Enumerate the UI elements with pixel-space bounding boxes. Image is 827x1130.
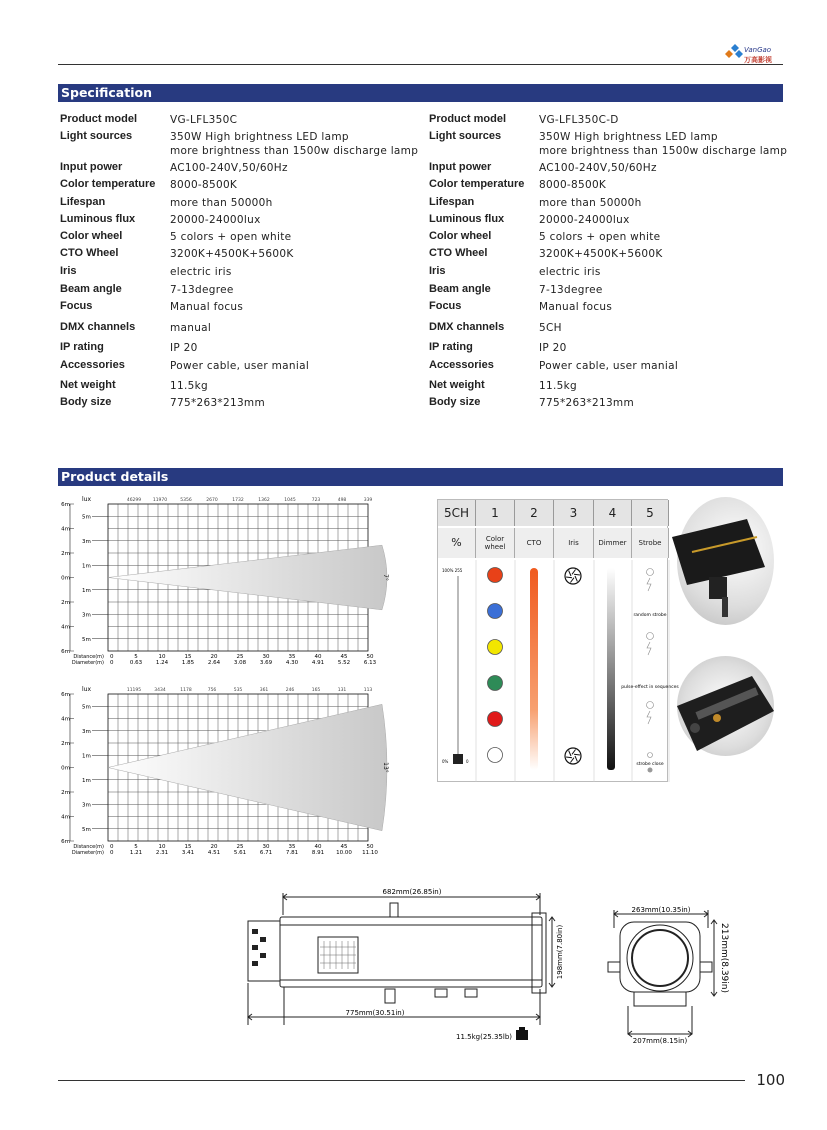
spec-label: Color wheel xyxy=(60,230,123,242)
strobe-close-icon xyxy=(648,753,653,758)
spec-label: CTO Wheel xyxy=(60,247,119,259)
beam-shape xyxy=(108,704,387,830)
dim-total-length: 775mm(30.51in) xyxy=(345,1009,405,1017)
y-inner-label: 1m xyxy=(82,777,91,784)
spec-label: Accessories xyxy=(429,359,494,371)
distance-value: 45 xyxy=(340,654,348,660)
weight-icon xyxy=(516,1027,528,1040)
distance-value: 35 xyxy=(288,844,296,850)
y-tick-label: 6m xyxy=(61,502,70,508)
footer-rule xyxy=(58,1080,745,1081)
dim-top-width: 682mm(26.85in) xyxy=(382,888,442,896)
color-wheel-dot xyxy=(488,604,503,619)
spec-value: VG-LFL350C-D xyxy=(539,114,619,126)
brand-name-cn: 万高影视 xyxy=(744,56,772,64)
strobe-label: strobe close xyxy=(636,762,664,767)
spec-label: Product model xyxy=(60,113,138,125)
y-inner-label: 3m xyxy=(82,612,91,619)
logo-mark-icon xyxy=(725,44,743,58)
spec-label: Focus xyxy=(60,300,93,312)
lux-unit: lux xyxy=(82,496,92,503)
diameter-value: 5.52 xyxy=(337,660,351,666)
y-inner-label: 5m xyxy=(82,704,91,711)
distance-value: 20 xyxy=(210,844,218,850)
spec-value: 3200K+4500K+5600K xyxy=(170,248,294,260)
dim-side-height: 198mm(7.80in) xyxy=(556,924,564,980)
spec-label: Product model xyxy=(429,113,507,125)
distance-value: 0 xyxy=(110,654,114,660)
spec-label: Color wheel xyxy=(429,230,492,242)
lux-value: 3434 xyxy=(154,688,166,693)
cto-gradient-bar xyxy=(530,568,538,770)
distance-value: 5 xyxy=(134,654,138,660)
dmx-channel-function: Dimmer xyxy=(594,528,632,558)
spec-value: Power cable, user manial xyxy=(539,360,679,372)
diameter-value: 5.61 xyxy=(233,850,247,856)
lux-value: 165 xyxy=(311,688,321,693)
spec-value-line2: more brightness than 1500w discharge lamp xyxy=(539,145,788,157)
spec-value: 3200K+4500K+5600K xyxy=(539,248,663,260)
diameter-value: 0 xyxy=(110,850,114,856)
diameter-value: 2.31 xyxy=(155,850,169,856)
spec-label: Iris xyxy=(60,265,77,277)
product-photo-closeup xyxy=(677,497,774,625)
scale-bottom-value: 0 xyxy=(466,759,469,764)
strobe-flash-icon xyxy=(647,711,651,724)
brand-logo xyxy=(725,40,785,66)
dim-weight: 11.5kg(25.35lb) xyxy=(456,1033,512,1041)
spec-label: Net weight xyxy=(429,379,485,391)
spec-value: AC100-240V,50/60Hz xyxy=(170,162,288,174)
diameter-value: 2.64 xyxy=(207,660,221,666)
spec-label: Iris xyxy=(429,265,446,277)
distance-value: 40 xyxy=(314,844,322,850)
distance-value: 30 xyxy=(262,654,270,660)
lux-value: 1732 xyxy=(232,498,244,503)
color-wheel-dot xyxy=(488,748,503,763)
diameter-value: 11.10 xyxy=(362,850,378,856)
diameter-value: 3.41 xyxy=(181,850,195,856)
y-inner-label: 3m xyxy=(82,802,91,809)
product-photo-detail xyxy=(677,656,774,756)
diameter-value: 3.69 xyxy=(259,660,273,666)
beam-chart-7deg xyxy=(58,495,389,667)
section-title-specification: Specification xyxy=(58,84,783,102)
y-tick-label: 6m xyxy=(61,692,70,698)
spec-value: manual xyxy=(170,322,212,334)
spec-value: VG-LFL350C xyxy=(170,114,238,126)
spec-value: electric iris xyxy=(170,266,232,278)
strobe-label: random strobe xyxy=(633,613,667,618)
front-dimension-drawing xyxy=(600,900,735,1050)
distance-value: 20 xyxy=(210,654,218,660)
distance-value: 0 xyxy=(110,844,114,850)
y-tick-label: 0m xyxy=(61,765,70,772)
strobe-bulb-icon xyxy=(647,633,654,640)
spec-value: 775*263*213mm xyxy=(539,397,634,409)
dmx-channel-function: Strobe xyxy=(632,528,669,558)
spec-value: IP 20 xyxy=(170,342,198,354)
strobe-flash-icon xyxy=(647,578,651,591)
spec-value: 350W High brightness LED lamp xyxy=(539,131,718,143)
lux-value: 498 xyxy=(337,498,347,503)
section-title-product-details: Product details xyxy=(58,468,783,486)
lux-value: 723 xyxy=(311,498,321,503)
distance-value: 10 xyxy=(158,654,166,660)
y-inner-label: 5m xyxy=(82,636,91,643)
spec-label: Beam angle xyxy=(429,283,491,295)
y-inner-label: 5m xyxy=(82,826,91,833)
spec-value: 5CH xyxy=(539,322,562,334)
spec-label: DMX channels xyxy=(429,321,505,333)
spec-label: Net weight xyxy=(60,379,116,391)
spec-label: Lifespan xyxy=(429,196,475,208)
spec-value: Manual focus xyxy=(539,301,613,313)
y-tick-label: 4m xyxy=(61,526,70,533)
lux-value: 113 xyxy=(363,688,373,693)
distance-value: 40 xyxy=(314,654,322,660)
spec-value: IP 20 xyxy=(539,342,567,354)
lux-value: 131 xyxy=(337,688,347,693)
dmx-channel-head: 2 xyxy=(515,500,554,526)
dmx-channel-function: Color wheel xyxy=(476,528,515,558)
spec-value: 8000-8500K xyxy=(539,179,607,191)
side-dimension-drawing xyxy=(240,885,570,1045)
y-inner-label: 5m xyxy=(82,514,91,521)
y-tick-label: 0m xyxy=(61,575,70,582)
dmx-channel-chart xyxy=(437,499,679,782)
lux-value: 11970 xyxy=(152,498,168,503)
distance-value: 45 xyxy=(340,844,348,850)
spec-label: Lifespan xyxy=(60,196,106,208)
lux-value: 246 xyxy=(285,688,295,693)
spec-label: Beam angle xyxy=(60,283,122,295)
dmx-channel-function: % xyxy=(438,528,476,558)
spec-value: more than 50000h xyxy=(170,197,273,209)
spec-value: 5 colors + open white xyxy=(539,231,661,243)
strobe-flash-icon xyxy=(647,642,651,655)
lux-value: 339 xyxy=(363,498,373,503)
spec-value: more than 50000h xyxy=(539,197,642,209)
distance-value: 15 xyxy=(184,654,192,660)
spec-label: Input power xyxy=(429,161,492,173)
strobe-bulb-icon xyxy=(647,569,654,576)
spec-label: Body size xyxy=(60,396,112,408)
spec-value: 20000-24000lux xyxy=(539,214,630,226)
spec-label: Input power xyxy=(60,161,123,173)
y-tick-label: 4m xyxy=(61,716,70,723)
diameter-value: 8.91 xyxy=(311,850,325,856)
spec-label: Luminous flux xyxy=(429,213,505,225)
beam-angle-label: 13° xyxy=(382,762,389,773)
beam-angle-label: 7° xyxy=(382,574,389,581)
color-wheel-dot xyxy=(488,640,503,655)
dim-front-width: 263mm(10.35in) xyxy=(631,906,691,914)
diameter-value: 1.85 xyxy=(181,660,195,666)
y-inner-label: 3m xyxy=(82,538,91,545)
brand-name: VanGao xyxy=(744,46,772,54)
lux-value: 1178 xyxy=(180,688,192,693)
color-wheel-dot xyxy=(488,568,503,583)
lux-value: 46299 xyxy=(126,498,142,503)
diameter-value: 4.91 xyxy=(311,660,325,666)
scale-top-label: 100% 255 xyxy=(442,568,463,573)
diameter-value: 3.08 xyxy=(233,660,247,666)
spec-value: 11.5kg xyxy=(170,380,208,392)
spec-value-line2: more brightness than 1500w discharge lamp xyxy=(170,145,419,157)
iris-blade xyxy=(566,757,572,758)
color-wheel-dot xyxy=(488,712,503,727)
y-tick-label: 2m xyxy=(61,790,70,796)
y-inner-label: 3m xyxy=(82,728,91,735)
y-tick-label: 4m xyxy=(61,624,70,631)
spec-label: Body size xyxy=(429,396,481,408)
y-inner-label: 1m xyxy=(82,587,91,594)
diameter-value: 4.30 xyxy=(285,660,299,666)
spec-value: 7-13degree xyxy=(170,284,234,296)
iris-icon xyxy=(565,568,581,584)
lux-value: 1045 xyxy=(284,498,296,503)
spec-label: Accessories xyxy=(60,359,125,371)
strobe-label: pulse-effect in sequences xyxy=(621,685,679,690)
page-number: 100 xyxy=(756,1071,785,1089)
spec-label: Light sources xyxy=(60,130,133,142)
diameter-value: 6.13 xyxy=(363,660,377,666)
spec-label: CTO Wheel xyxy=(429,247,488,259)
iris-blade xyxy=(574,754,580,755)
distance-value: 30 xyxy=(262,844,270,850)
lux-value: 535 xyxy=(233,688,243,693)
dmx-channel-head: 1 xyxy=(476,500,515,526)
y-tick-label: 2m xyxy=(61,741,70,747)
diameter-label: Diameter(m) xyxy=(71,850,104,856)
distance-value: 50 xyxy=(366,654,374,660)
diameter-value: 0 xyxy=(110,660,114,666)
lux-value: 1362 xyxy=(258,498,270,503)
y-tick-label: 6m xyxy=(61,839,70,845)
y-tick-label: 2m xyxy=(61,551,70,557)
strobe-close-dot xyxy=(648,768,653,773)
diameter-value: 1.24 xyxy=(155,660,169,666)
spec-label: Color temperature xyxy=(429,178,525,190)
diameter-label: Diameter(m) xyxy=(71,660,104,666)
spec-value: 11.5kg xyxy=(539,380,577,392)
lux-value: 5356 xyxy=(180,498,192,503)
diameter-value: 7.81 xyxy=(285,850,299,856)
distance-value: 5 xyxy=(134,844,138,850)
lux-value: 2670 xyxy=(206,498,218,503)
spec-label: Color temperature xyxy=(60,178,156,190)
y-inner-label: 1m xyxy=(82,563,91,570)
spec-label: IP rating xyxy=(429,341,473,353)
y-tick-label: 6m xyxy=(61,649,70,655)
spec-value: 5 colors + open white xyxy=(170,231,292,243)
dmx-channel-head: 5CH xyxy=(438,500,476,526)
iris-blade xyxy=(566,577,572,578)
strobe-bulb-icon xyxy=(647,702,654,709)
dmx-channel-function: Iris xyxy=(554,528,594,558)
spec-label: Luminous flux xyxy=(60,213,136,225)
spec-value: 8000-8500K xyxy=(170,179,238,191)
distance-value: 10 xyxy=(158,844,166,850)
distance-value: 25 xyxy=(236,654,244,660)
y-tick-label: 4m xyxy=(61,814,70,821)
spec-value: 350W High brightness LED lamp xyxy=(170,131,349,143)
spec-value: AC100-240V,50/60Hz xyxy=(539,162,657,174)
dmx-channel-head: 3 xyxy=(554,500,594,526)
lux-value: 756 xyxy=(207,688,217,693)
y-tick-label: 2m xyxy=(61,600,70,606)
dmx-channel-head: 4 xyxy=(594,500,632,526)
spec-value: electric iris xyxy=(539,266,601,278)
distance-value: 15 xyxy=(184,844,192,850)
lux-value: 11195 xyxy=(126,688,142,693)
spec-label: Focus xyxy=(429,300,462,312)
lux-unit: lux xyxy=(82,686,92,693)
scale-bottom-label: 0% xyxy=(442,759,449,764)
diameter-value: 4.51 xyxy=(207,850,221,856)
spec-value: 775*263*213mm xyxy=(170,397,265,409)
distance-label: Distance(m) xyxy=(73,654,104,660)
iris-icon xyxy=(565,748,581,764)
spec-label: IP rating xyxy=(60,341,104,353)
distance-value: 50 xyxy=(366,844,374,850)
spec-value: 20000-24000lux xyxy=(170,214,261,226)
dimmer-gradient-bar xyxy=(607,568,615,770)
diameter-value: 10.00 xyxy=(336,850,352,856)
dmx-channel-function: CTO xyxy=(515,528,554,558)
scale-fader-icon xyxy=(453,754,463,764)
lux-value: 361 xyxy=(259,688,269,693)
spec-value: Power cable, user manial xyxy=(170,360,310,372)
dim-front-height: 213mm(8.39in) xyxy=(719,923,729,993)
y-inner-label: 1m xyxy=(82,753,91,760)
distance-value: 35 xyxy=(288,654,296,660)
diameter-value: 1.21 xyxy=(129,850,143,856)
spec-label: Light sources xyxy=(429,130,502,142)
iris-blade xyxy=(574,574,580,575)
beam-shape xyxy=(108,545,387,610)
dmx-channel-head: 5 xyxy=(632,500,669,526)
color-wheel-dot xyxy=(488,676,503,691)
distance-value: 25 xyxy=(236,844,244,850)
spec-value: Manual focus xyxy=(170,301,244,313)
distance-label: Distance(m) xyxy=(73,844,104,850)
beam-chart-13deg xyxy=(58,685,389,857)
spec-label: DMX channels xyxy=(60,321,136,333)
spec-value: 7-13degree xyxy=(539,284,603,296)
diameter-value: 6.71 xyxy=(259,850,273,856)
dim-base-width: 207mm(8.15in) xyxy=(632,1037,688,1045)
header-rule xyxy=(58,64,783,65)
diameter-value: 0.63 xyxy=(129,660,143,666)
